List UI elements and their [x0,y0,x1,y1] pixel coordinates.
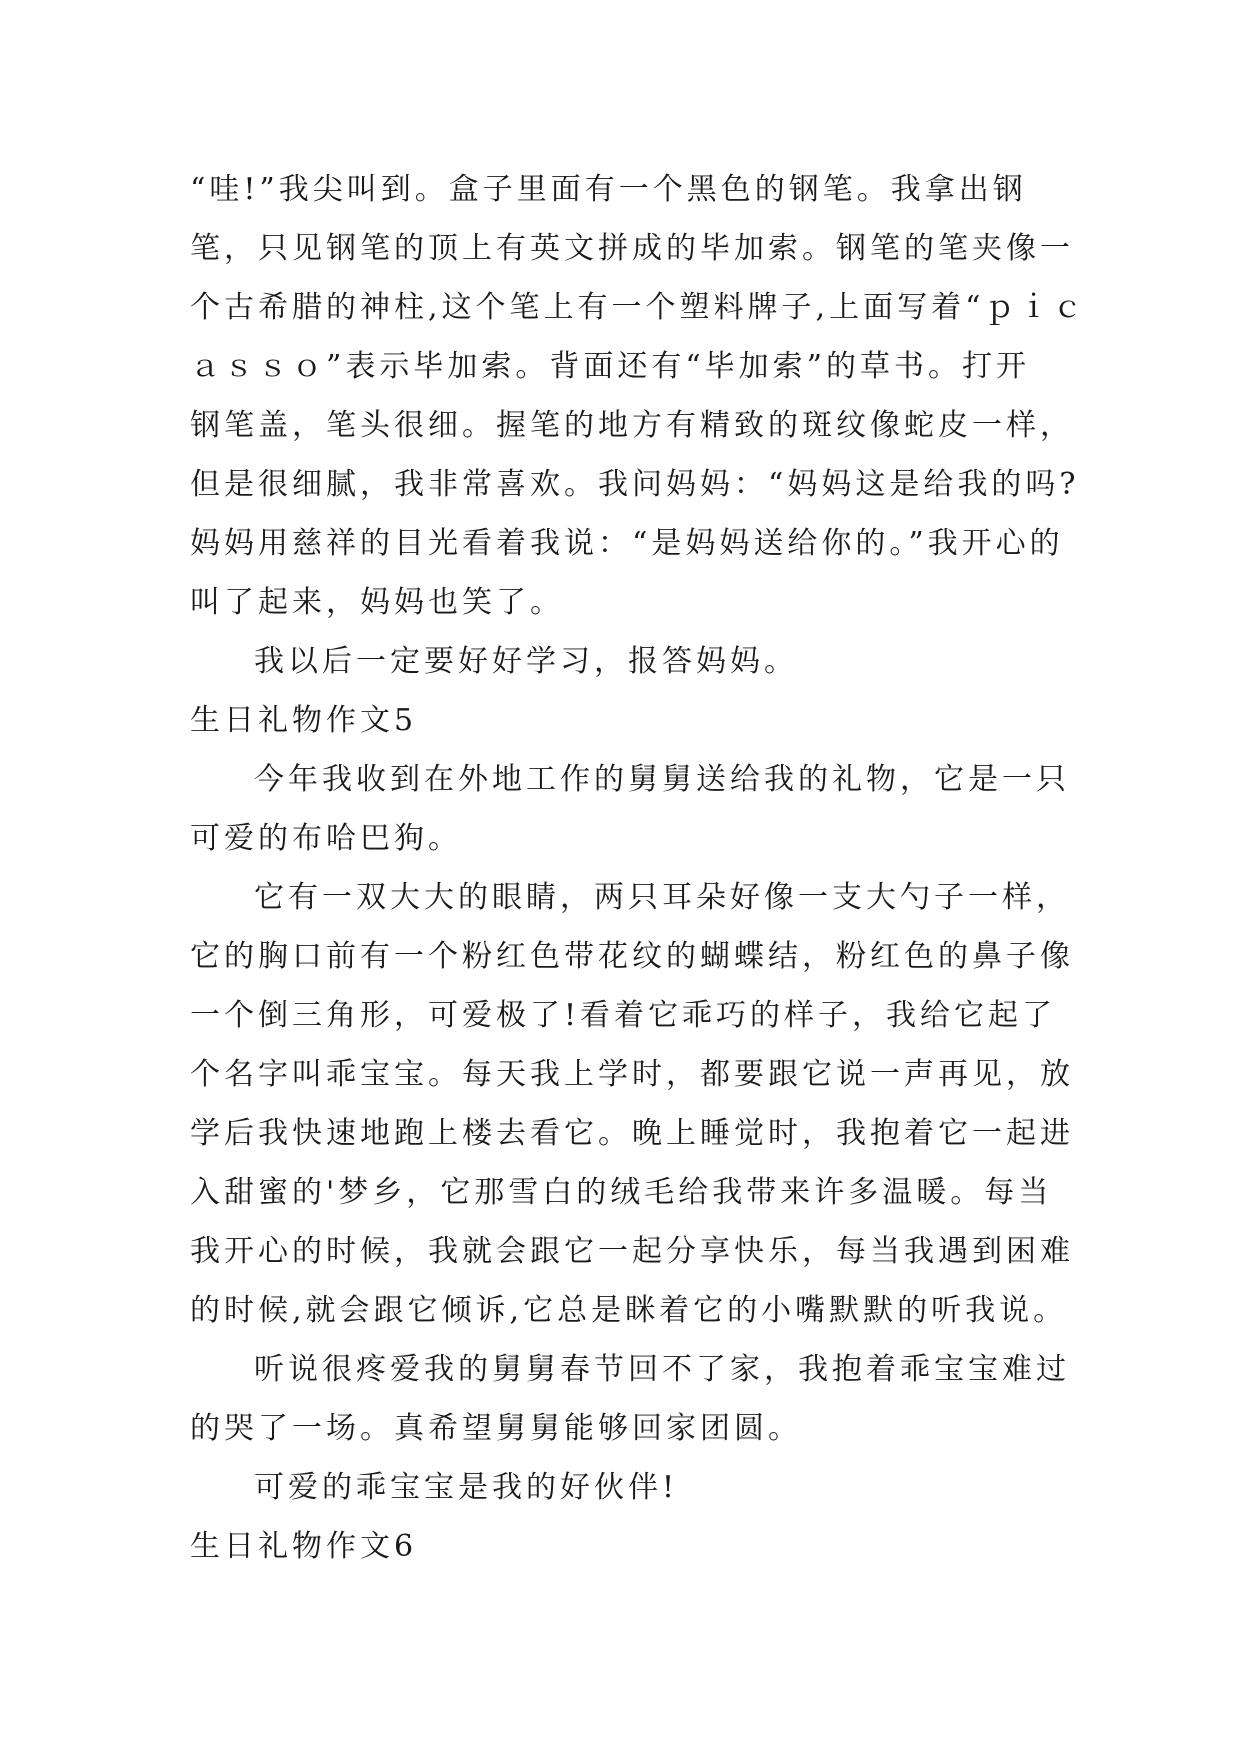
paragraph-line: ａｓｓｏ”表示毕加索。背面还有“毕加索”的草书。打开 [190,349,1031,384]
paragraph-line: 一个倒三角形，可爱极了!看着它乖巧的样子，我给它起了 [190,998,1057,1033]
paragraph-line: 钢笔盖，笔头很细。握笔的地方有精致的斑纹像蛇皮一样， [190,408,1074,443]
paragraph-line: 的时候,就会跟它倾诉,它总是眯着它的小嘴默默的听我说。 [190,1293,1068,1328]
paragraph-line: 笔，只见钢笔的顶上有英文拼成的毕加索。钢笔的笔夹像一 [190,231,1074,266]
paragraph-line: 可爱的乖宝宝是我的好伙伴! [254,1470,679,1505]
section-heading: 生日礼物作文6 [190,1529,418,1564]
paragraph-line: 个名字叫乖宝宝。每天我上学时，都要跟它说一声再见，放 [190,1057,1074,1092]
paragraph-line: 入甜蜜的'梦乡，它那雪白的绒毛给我带来许多温暖。每当 [190,1175,1053,1210]
paragraph-line: 妈妈用慈祥的目光看着我说：“是妈妈送给你的。”我开心的 [190,526,1064,561]
paragraph-line: 个古希腊的神柱,这个笔上有一个塑料牌子,上面写着“ｐｉｃ [190,290,1087,325]
document-page [190,160,1087,1576]
paragraph-line: 我以后一定要好好学习，报答妈妈。 [254,644,798,679]
section-heading: 生日礼物作文5 [190,703,418,738]
paragraph-line: “哇!”我尖叫到。盒子里面有一个黑色的钢笔。我拿出钢 [190,172,1027,207]
paragraph-line: 它的胸口前有一个粉红色带花纹的蝴蝶结，粉红色的鼻子像 [190,939,1074,974]
paragraph-line: 可爱的布哈巴狗。 [190,821,462,856]
paragraph-line: 它有一双大大的眼睛，两只耳朵好像一支大勺子一样， [254,880,1070,915]
paragraph-line: 但是很细腻，我非常喜欢。我问妈妈：“妈妈这是给我的吗? [190,467,1080,502]
paragraph-line: 叫了起来，妈妈也笑了。 [190,585,564,620]
paragraph-line: 学后我快速地跑上楼去看它。晚上睡觉时，我抱着它一起进 [190,1116,1074,1151]
paragraph-line: 今年我收到在外地工作的舅舅送给我的礼物，它是一只 [254,762,1070,797]
paragraph-line: 的哭了一场。真希望舅舅能够回家团圆。 [190,1411,802,1446]
paragraph-line: 听说很疼爱我的舅舅春节回不了家，我抱着乖宝宝难过 [254,1352,1070,1387]
paragraph-line: 我开心的时候，我就会跟它一起分享快乐，每当我遇到困难 [190,1234,1074,1269]
